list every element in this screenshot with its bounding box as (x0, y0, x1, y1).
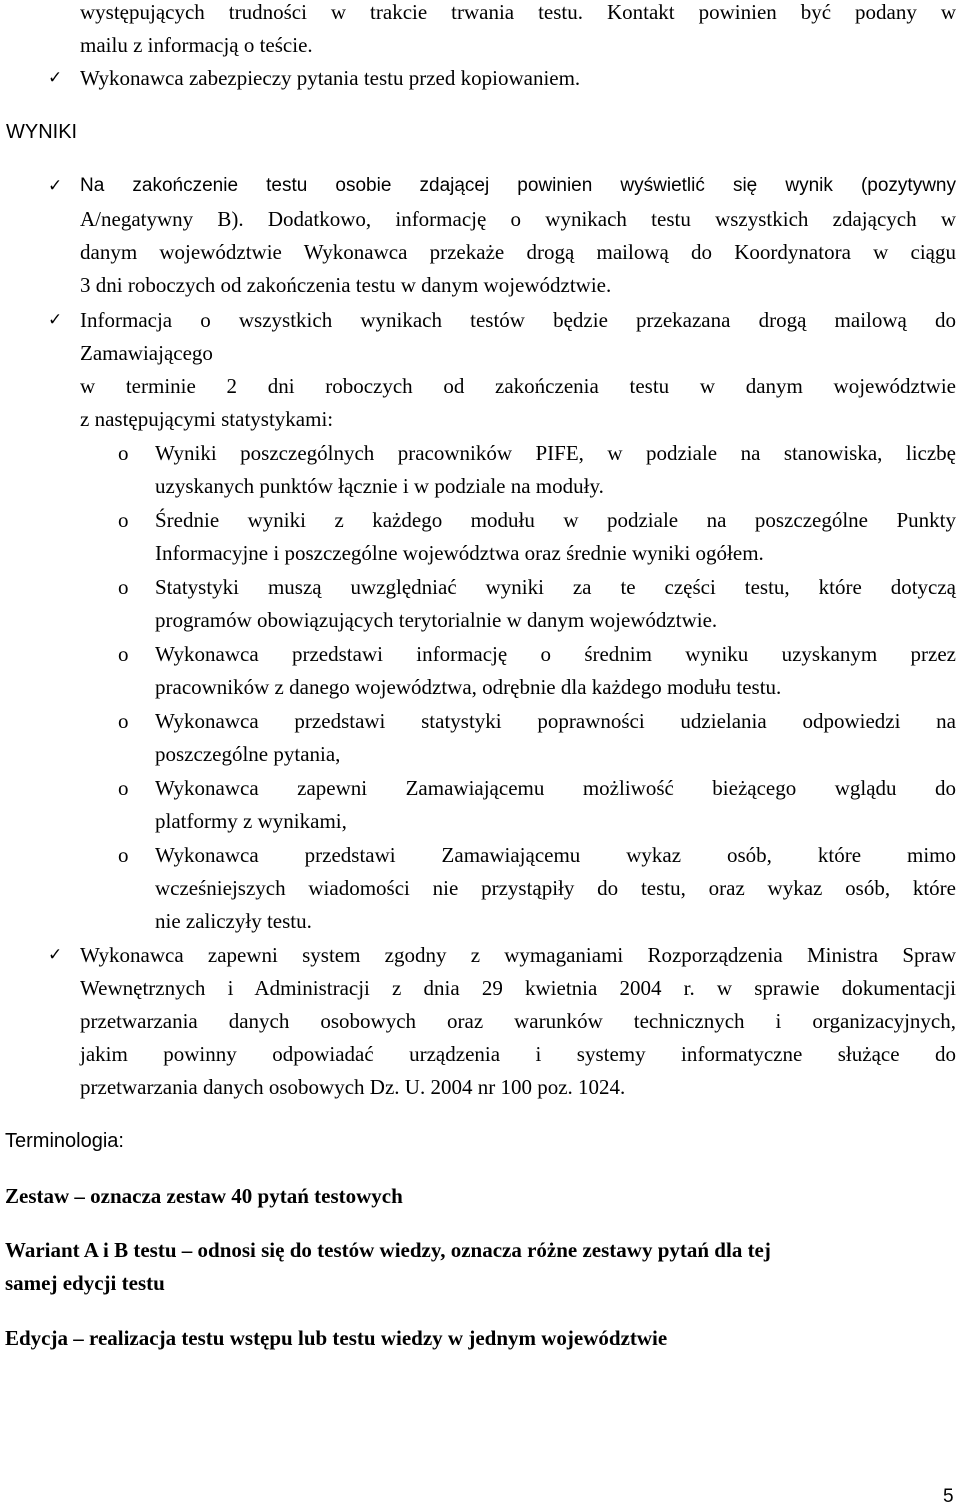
intro-bullet: Wykonawca zabezpieczy pytania testu przed kopiowaniem. (80, 66, 581, 90)
bullet2-line-2: Zamawiającego (80, 341, 213, 365)
bullet3-line-4: jakim powinny odpowiadać urządzenia i systemy informatyczne służące do (80, 1042, 956, 1066)
sub-item-2-line-2: Informacyjne i poszczególne województwa oraz średnie wyniki ogółem. (155, 541, 764, 565)
sub-item-2-line-1: Średnie wyniki z każdego modułu w podziale na poszczególne Punkty (155, 508, 956, 532)
sub-item-7-line-1: Wykonawca przedstawi Zamawiającemu wykaz osób, które mimo (155, 843, 956, 867)
terminology-heading: Terminologia: (5, 1130, 124, 1152)
sub-item-1-line-1: Wyniki poszczególnych pracowników PIFE, w podziale na stanowiska, liczbę (155, 441, 956, 465)
bullet1-line-4: 3 dni roboczych od zakończenia testu w danym województwie. (80, 273, 612, 297)
sub-item-5-line-2: poszczególne pytania, (155, 742, 341, 766)
bullet1-line-1: Na zakończenie testu osobie zdającej powinien wyświetlić się wynik (pozytywny (80, 175, 956, 196)
bullet1-line-2: A/negatywny B). Dodatkowo, informację o wynikach testu wszystkich zdających w (80, 207, 956, 231)
bullet2-line-4: z następującymi statystykami: (80, 407, 334, 431)
sub-bullet-icon: o (118, 776, 129, 800)
sub-bullet-icon: o (118, 508, 129, 532)
sub-item-4-line-2: pracowników z danego województwa, odrębnie dla każdego modułu testu. (155, 675, 782, 699)
sub-bullet-icon: o (118, 642, 129, 666)
section-heading-wyniki: WYNIKI (6, 121, 78, 143)
bullet3-line-5: przetwarzania danych osobowych Dz. U. 2004 nr 100 poz. 1024. (80, 1075, 626, 1099)
page-number: 5 (943, 1486, 954, 1507)
checkmark-icon: ✓ (48, 68, 63, 88)
checkmark-icon: ✓ (48, 945, 63, 965)
sub-bullet-icon: o (118, 441, 129, 465)
term-edycja: Edycja – realizacja testu wstępu lub testu wiedzy w jednym województwie (5, 1326, 668, 1350)
term-wariant-line-2: samej edycji testu (5, 1271, 165, 1295)
bullet3-line-3: przetwarzania danych osobowych oraz warunków technicznych i organizacyjnych, (80, 1009, 956, 1033)
sub-bullet-icon: o (118, 709, 129, 733)
sub-item-5-line-1: Wykonawca przedstawi statystyki poprawności udzielania odpowiedzi na (155, 709, 956, 733)
bullet1-line-3: danym województwie Wykonawca przekaże drogą mailową do Koordynatora w ciągu (80, 240, 956, 264)
bullet3-line-2: Wewnętrznych i Administracji z dnia 29 kwietnia 2004 r. w sprawie dokumentacji (80, 976, 956, 1000)
sub-item-6-line-1: Wykonawca zapewni Zamawiającemu możliwość bieżącego wglądu do (155, 776, 956, 800)
sub-item-3-line-2: programów obowiązujących terytorialnie w danym województwie. (155, 608, 718, 632)
bullet2-line-1: Informacja o wszystkich wynikach testów będzie przekazana drogą mailową do (80, 308, 956, 332)
term-wariant-line-1: Wariant A i B testu – odnosi się do testów wiedzy, oznacza różne zestawy pytań dla tej (5, 1238, 771, 1262)
sub-bullet-icon: o (118, 575, 129, 599)
checkmark-icon: ✓ (48, 176, 63, 196)
intro-line-1: występujących trudności w trakcie trwania testu. Kontakt powinien być podany w (80, 0, 956, 24)
bullet2-line-3: w terminie 2 dni roboczych od zakończenia testu w danym województwie (80, 374, 956, 398)
checkmark-icon: ✓ (48, 310, 63, 330)
sub-bullet-icon: o (118, 843, 129, 867)
sub-item-7-line-2: wcześniejszych wiadomości nie przystąpiły do testu, oraz wykaz osób, które (155, 876, 956, 900)
sub-item-6-line-2: platformy z wynikami, (155, 809, 347, 833)
term-zestaw: Zestaw – oznacza zestaw 40 pytań testowych (5, 1184, 403, 1208)
sub-item-1-line-2: uzyskanych punktów łącznie i w podziale na moduły. (155, 474, 604, 498)
sub-item-3-line-1: Statystyki muszą uwzględniać wyniki za te części testu, które dotyczą (155, 575, 956, 599)
bullet3-line-1: Wykonawca zapewni system zgodny z wymaganiami Rozporządzenia Ministra Spraw (80, 943, 956, 967)
sub-item-7-line-3: nie zaliczyły testu. (155, 909, 312, 933)
sub-item-4-line-1: Wykonawca przedstawi informację o średnim wyniku uzyskanym przez (155, 642, 956, 666)
intro-line-2: mailu z informacją o teście. (80, 33, 313, 57)
